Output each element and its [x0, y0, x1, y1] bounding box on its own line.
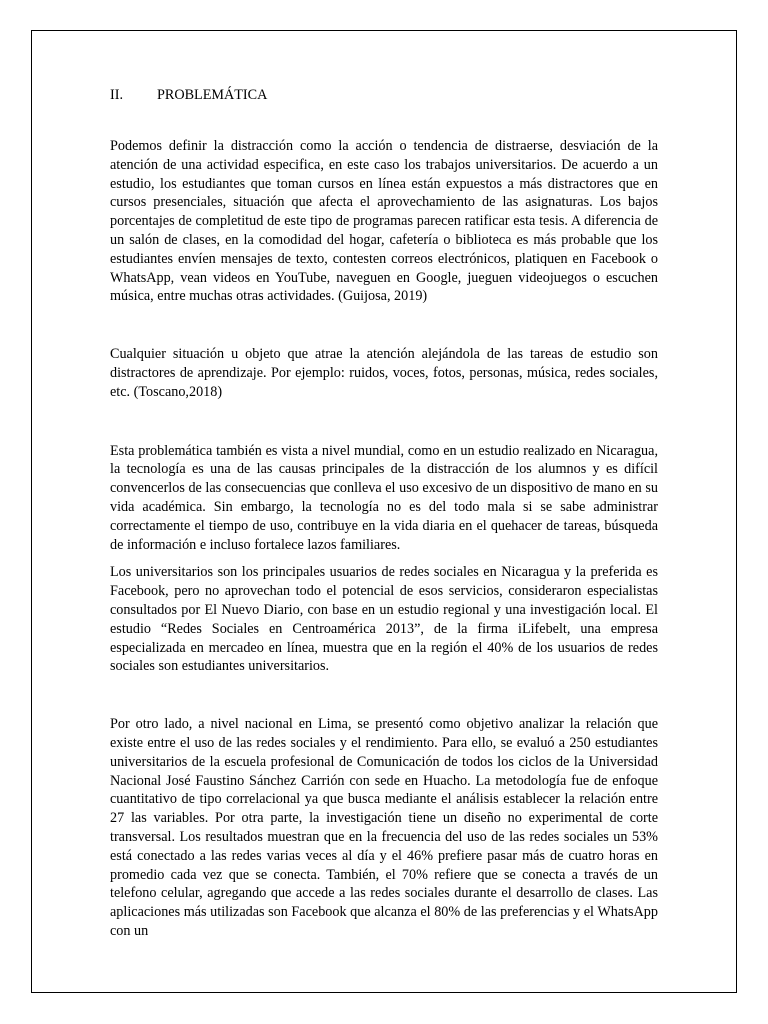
- paragraph-lima-study: Por otro lado, a nivel nacional en Lima, se presentó como objetivo analizar la relación que existe entre el uso de las redes sociales y el rendimiento. Para ello, se evaluó a 250 estudiantes universitarios de la escuela profesional de Comunicación de todos los ciclos de la Universidad Nacional José Faustino Sánchez Carrión con sede en Huacho. La metodología fue de enfoque cuantitativo de tipo correlacional ya que busca mediante el análisis establecer la relación entre 27 las variables. Por otra parte, la investigación tiene un diseño no experimental de corte transversal. Los resultados muestran que en la frecuencia del uso de las redes sociales un 53% está conectado a las redes varias veces al día y el 46% prefiere pasar más de cuatro horas en promedio cada vez que se conecta. También, el 70% refiere que se conecta a través de un telefono celular, agregando que accede a las redes sociales durante el desarrollo de clases. Las aplicaciones más utilizadas son Facebook que alcanza el 80% de las preferencias y el WhatsApp con un: [110, 716, 658, 939]
- document-body: [110, 86, 658, 941]
- paragraph-nicaragua-study: Esta problemática también es vista a nivel mundial, como en un estudio realizado en Nicaragua, la tecnología es una de las causas principales de la distracción de los alumnos y es difícil convencerlos de las consecuencias que conlleva el uso excesivo de un dispositivo de mano en su vida académica. Sin embargo, la tecnología no es del todo mala si se sabe administrar correctamente el tiempo de uso, contribuye en la vida diaria en el quehacer de tareas, búsqueda de información e incluso fortalece lazos familiares.: [110, 442, 658, 553]
- section-number: II.: [110, 87, 123, 103]
- paragraph-social-networks-nicaragua: Los universitarios son los principales usuarios de redes sociales en Nicaragua y la preferida es Facebook, pero no aprovechan todo el potencial de esos servicios, consideraron especialistas consultados por El Nuevo Diario, con base en un estudio regional y una investigación local. El estudio “Redes Sociales en Centroamérica 2013”, de la firma iLifebelt, una empresa especializada en mercadeo en línea, muestra que en la región el 40% de los usuarios de redes sociales son estudiantes universitarios.: [110, 564, 658, 675]
- section-heading: [110, 86, 658, 105]
- paragraph-distraction-definition: Podemos definir la distracción como la acción o tendencia de distraerse, desviación de la atención de una actividad especifica, en este caso los trabajos universitarios. De acuerdo a un estudio, los estudiantes que toman cursos en línea están expuestos a más distractores que en cursos presenciales, situación que afecta el aprovechamiento de las asignaturas. Los bajos porcentajes de completitud de este tipo de programas parecen ratificar esta tesis. A diferencia de un salón de clases, en la comodidad del hogar, cafetería o biblioteca es más probable que los estudiantes envíen mensajes de texto, contesten correos electrónicos, platiquen en Facebook o WhatsApp, vean videos en YouTube, naveguen en Google, jueguen videojuegos o escuchen música, entre muchas otras actividades. (Guijosa, 2019): [110, 138, 658, 305]
- section-title: PROBLEMÁTICA: [157, 87, 268, 103]
- paragraph-learning-distractors: Cualquier situación u objeto que atrae la atención alejándola de las tareas de estudio son distractores de aprendizaje. Por ejemplo: ruidos, voces, fotos, personas, música, redes sociales, etc. (Toscano,2018): [110, 346, 658, 400]
